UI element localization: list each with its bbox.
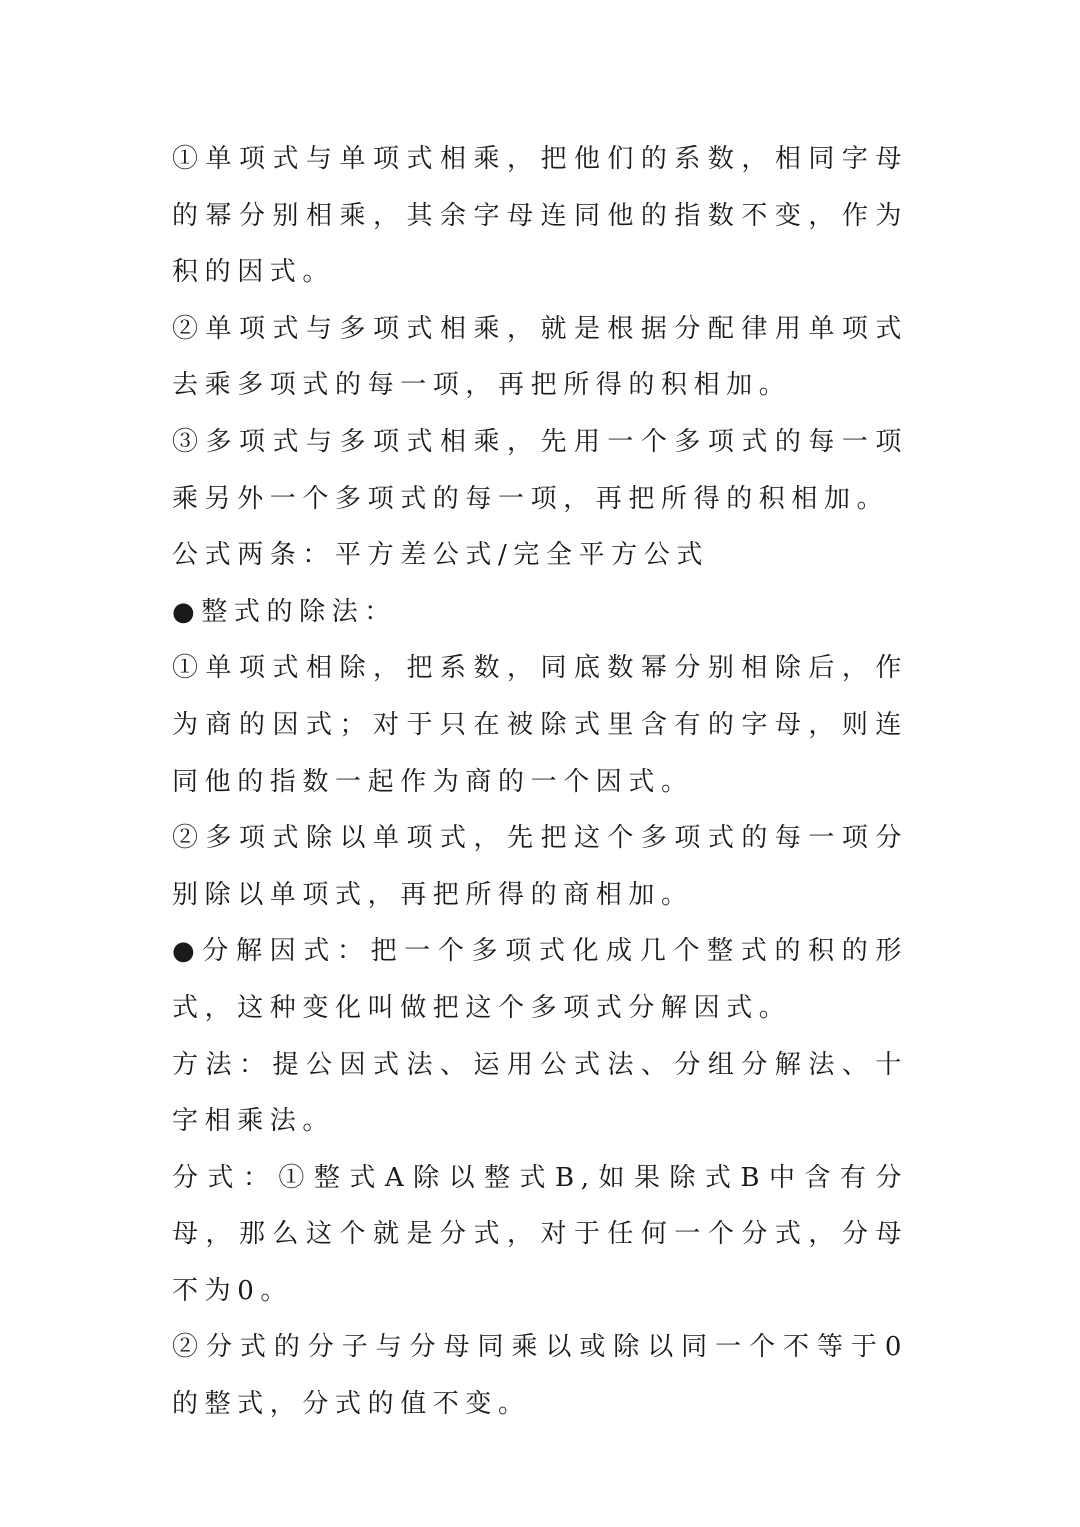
paragraph-monomial-times-polynomial: ②单项式与多项式相乘，就是根据分配律用单项式去乘多项式的每一项，再把所得的积相加。 (172, 313, 908, 401)
paragraph-fraction-definition: 分式：①整式A除以整式B,如果除式B中含有分母，那么这个就是分式，对于任何一个分式，分母不为0。 (172, 1162, 908, 1306)
paragraph-monomial-times-monomial: ①单项式与单项式相乘，把他们的系数，相同字母的幂分别相乘，其余字母连同他的指数不变，作为积的因式。 (172, 144, 908, 288)
heading-division: ●整式的除法： (172, 596, 397, 627)
paragraph-fraction-property: ②分式的分子与分母同乘以或除以同一个不等于0的整式，分式的值不变。 (172, 1332, 908, 1420)
document-body (172, 131, 908, 1433)
paragraph-two-formulas: 公式两条：平方差公式/完全平方公式 (172, 540, 709, 571)
paragraph-factorization-methods: 方法：提公因式法、运用公式法、分组分解法、十字相乘法。 (172, 1049, 908, 1137)
paragraph-polynomial-times-polynomial: ③多项式与多项式相乘，先用一个多项式的每一项乘另外一个多项式的每一项，再把所得的积相加。 (172, 426, 908, 514)
paragraph-factorization: ●分解因式：把一个多项式化成几个整式的积的形式，这种变化叫做把这个多项式分解因式。 (172, 936, 908, 1023)
paragraph-monomial-division: ①单项式相除，把系数，同底数幂分别相除后，作为商的因式；对于只在被除式里含有的字母，则连同他的指数一起作为商的一个因式。 (172, 653, 908, 797)
paragraph-polynomial-division: ②多项式除以单项式，先把这个多项式的每一项分别除以单项式，再把所得的商相加。 (172, 823, 908, 910)
